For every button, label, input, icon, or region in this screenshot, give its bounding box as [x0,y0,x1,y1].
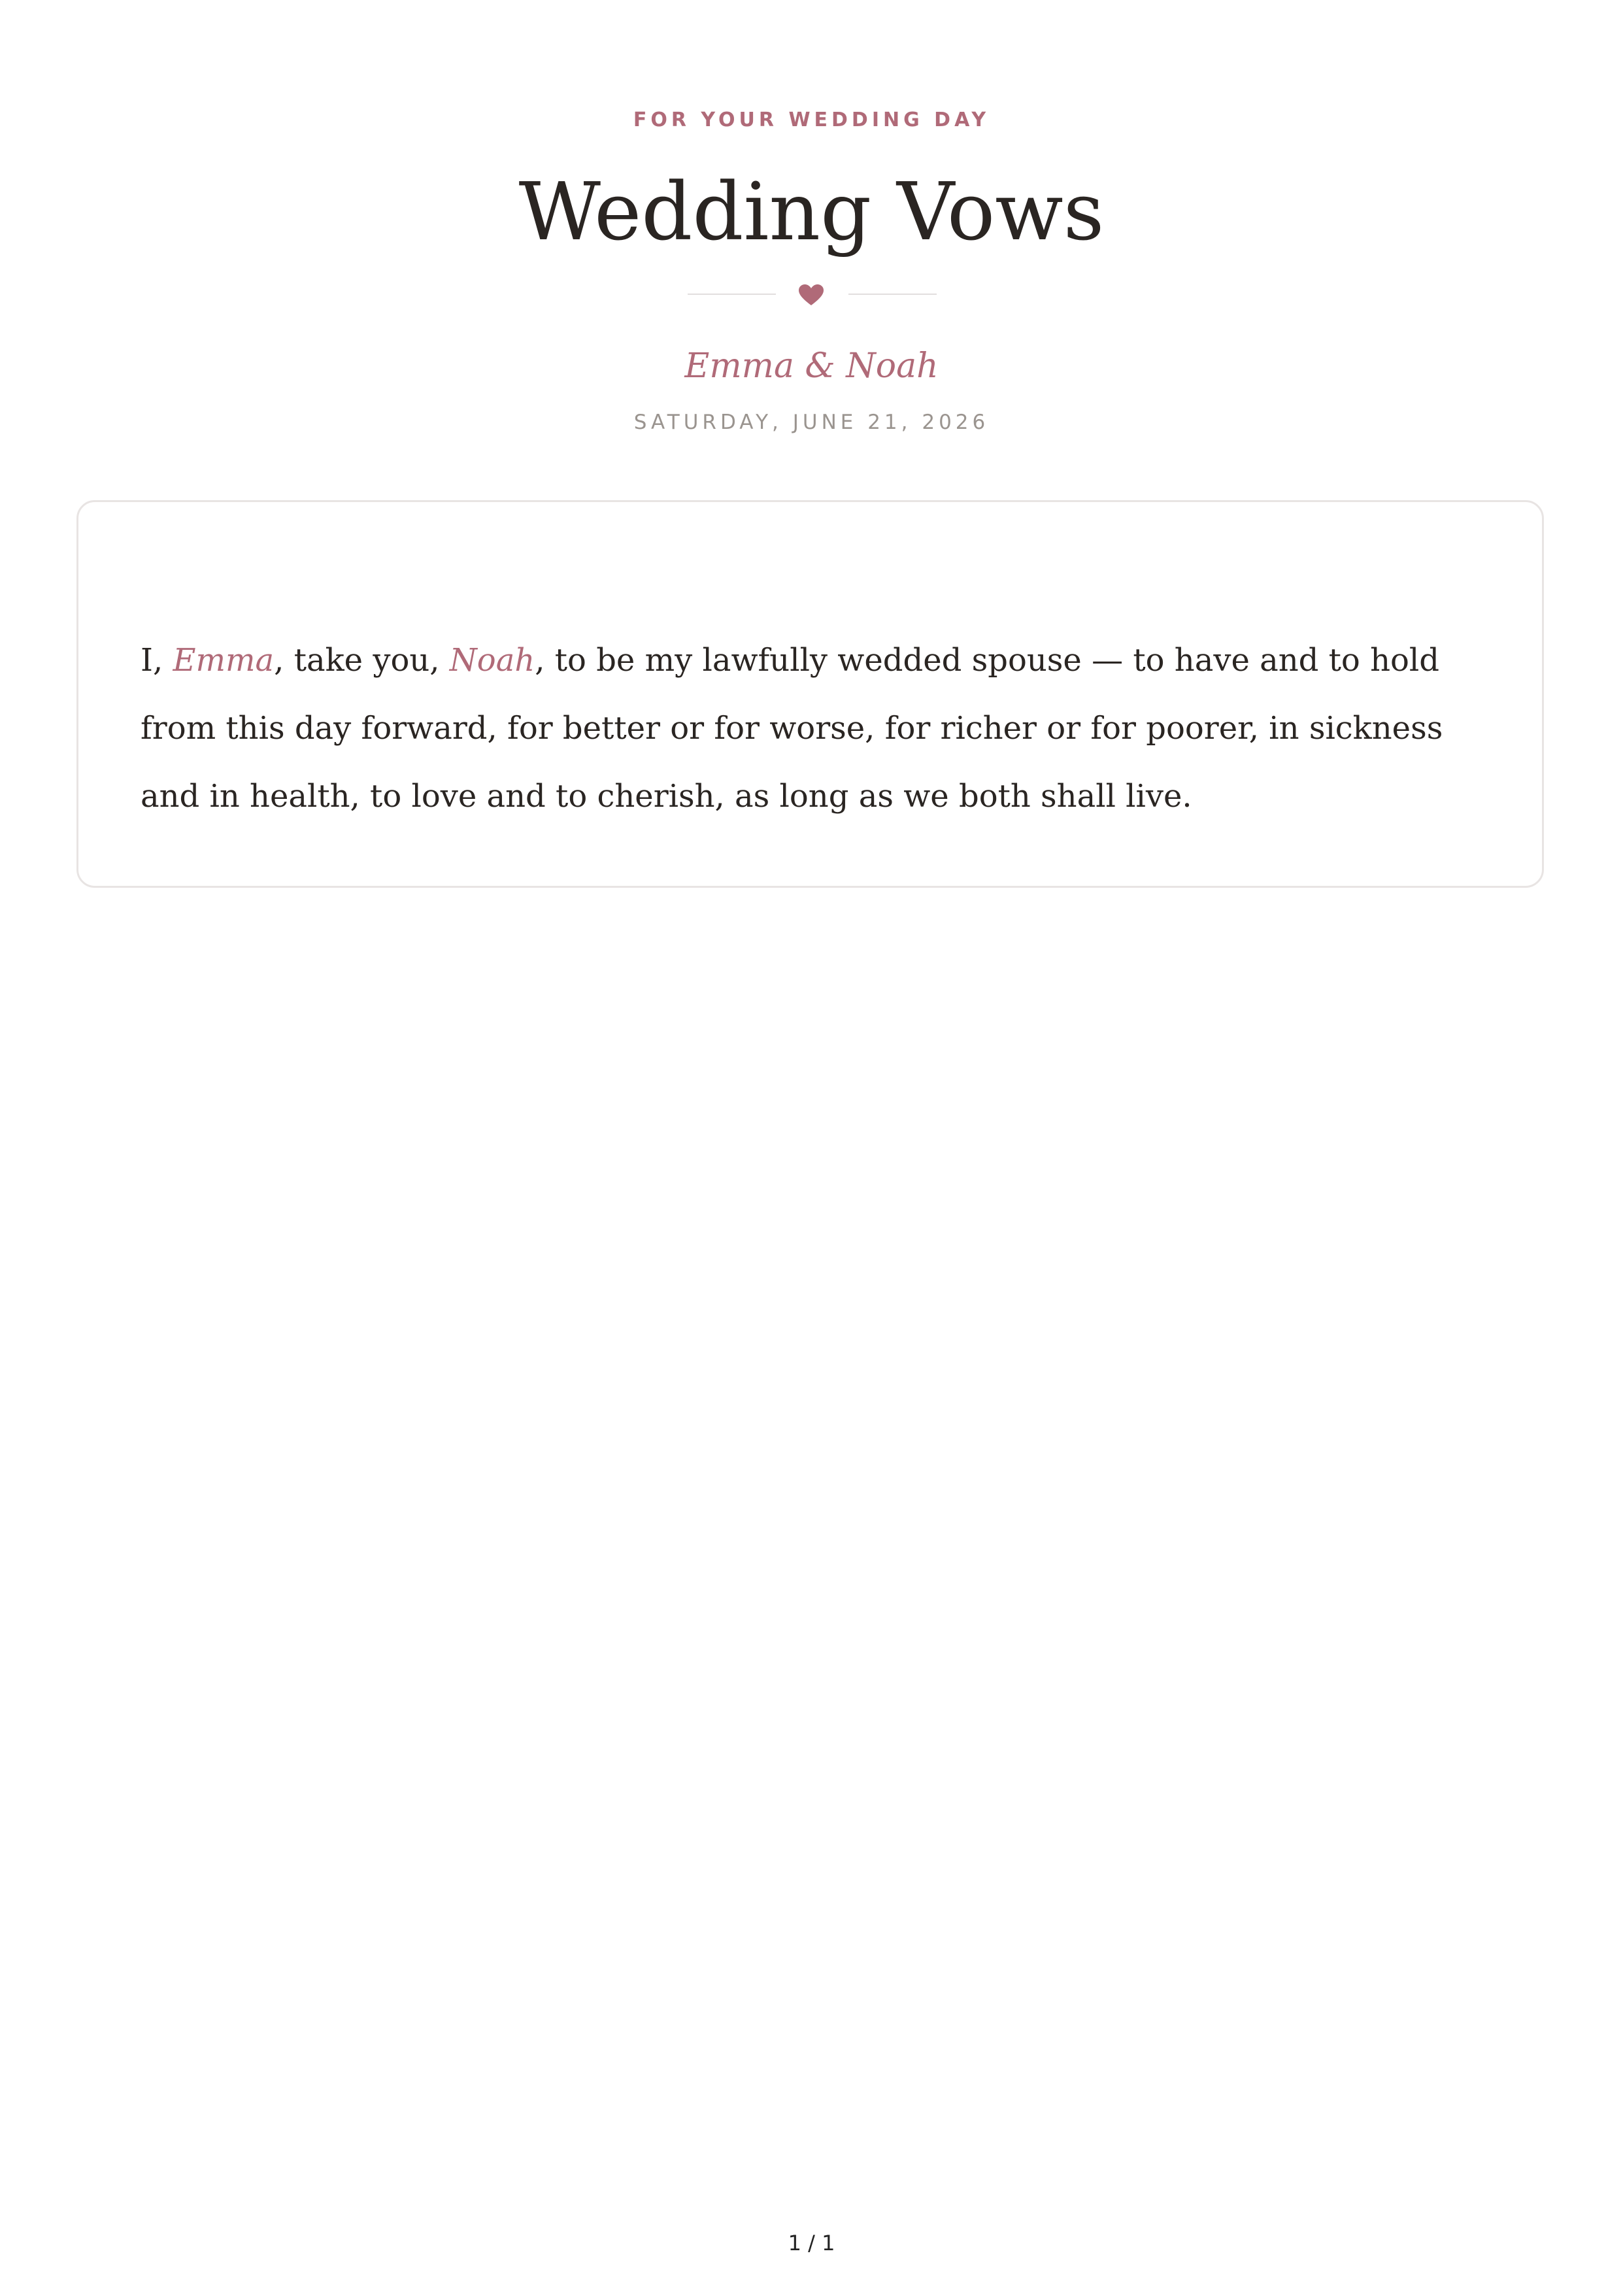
divider-line-right [848,294,937,295]
page-indicator: 1 / 1 [788,2231,835,2255]
vow-name-noah: Noah [449,642,535,679]
divider-line-left [688,294,776,295]
vow-name-emma: Emma [173,642,275,679]
wedding-date: SATURDAY, JUNE 21, 2026 [633,411,990,434]
vow-body: , to be my lawfully wedded spouse — to have and to hold from this day forward, for better or for worse, for richer or for poorer, in sickness and in health, to love and to cherish, as long as we both shall live. [141,642,1443,815]
vow-text [141,626,1500,830]
vow-prefix: I, [141,642,173,679]
vow-middle: , take you, [274,642,450,679]
page-title: Wedding Vows [518,165,1105,258]
couple-names: Emma & Noah [684,346,939,386]
heart-icon [798,284,824,306]
vow-card [76,500,1544,888]
eyebrow-label: FOR YOUR WEDDING DAY [633,109,990,131]
title-divider [0,281,1623,307]
